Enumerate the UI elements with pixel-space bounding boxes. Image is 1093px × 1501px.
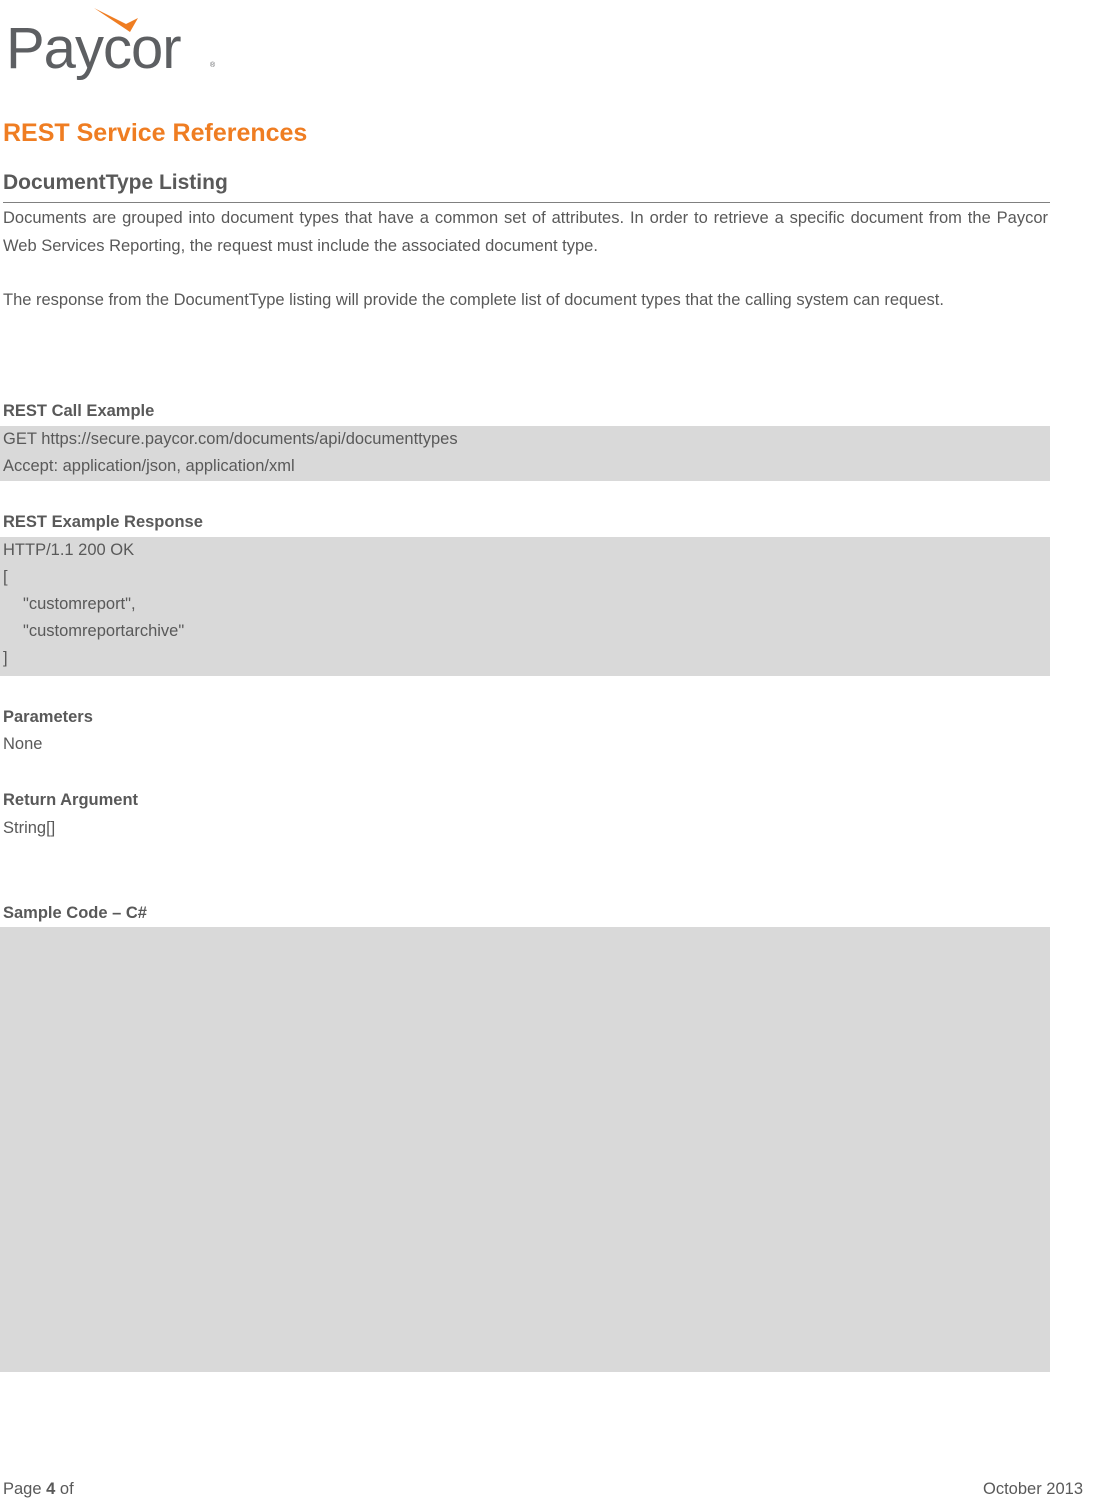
code-line: ] (3, 649, 8, 667)
paycor-logo (6, 6, 226, 84)
call-example-box (0, 426, 1050, 481)
page-suffix: of (59, 1480, 74, 1498)
logo-wordmark: Paycor (6, 16, 181, 81)
code-line: HTTP/1.1 200 OK (3, 541, 135, 559)
page-number (3, 1477, 74, 1501)
subsection-title: DocumentType Listing (3, 168, 1050, 203)
section-title: REST Service References (3, 119, 308, 147)
code-line: "customreport", (23, 595, 136, 613)
page-prefix: Page (3, 1480, 42, 1498)
sample-code-label: Sample Code – C# (3, 904, 147, 922)
code-line: [ (3, 568, 8, 586)
page-number-value: 4 (46, 1480, 56, 1498)
code-line: "customreportarchive" (23, 622, 185, 640)
footer-date: October 2013 (983, 1480, 1083, 1498)
return-argument-label: Return Argument (3, 791, 139, 809)
example-response-box (0, 537, 1050, 676)
intro-paragraph-2: The response from the DocumentType listing will provide the complete list of document types that the calling system can request. (3, 291, 944, 309)
code-line: Accept: application/json, application/xml (3, 457, 295, 475)
return-argument-value: String[] (3, 819, 56, 837)
call-example-label: REST Call Example (3, 402, 155, 420)
code-line: GET https://secure.paycor.com/documents/api/documenttypes (3, 430, 458, 448)
intro-paragraph-1: Documents are grouped into document types that have a common set of attributes. In order to retrieve a specific document from the Paycor Web Services Reporting, the request must include the associated document type. (3, 209, 1048, 255)
sample-code-box (0, 927, 1050, 1372)
logo-registered-mark: ® (210, 62, 216, 69)
example-response-label: REST Example Response (3, 513, 203, 531)
parameters-value: None (3, 735, 43, 753)
parameters-label: Parameters (3, 708, 93, 726)
